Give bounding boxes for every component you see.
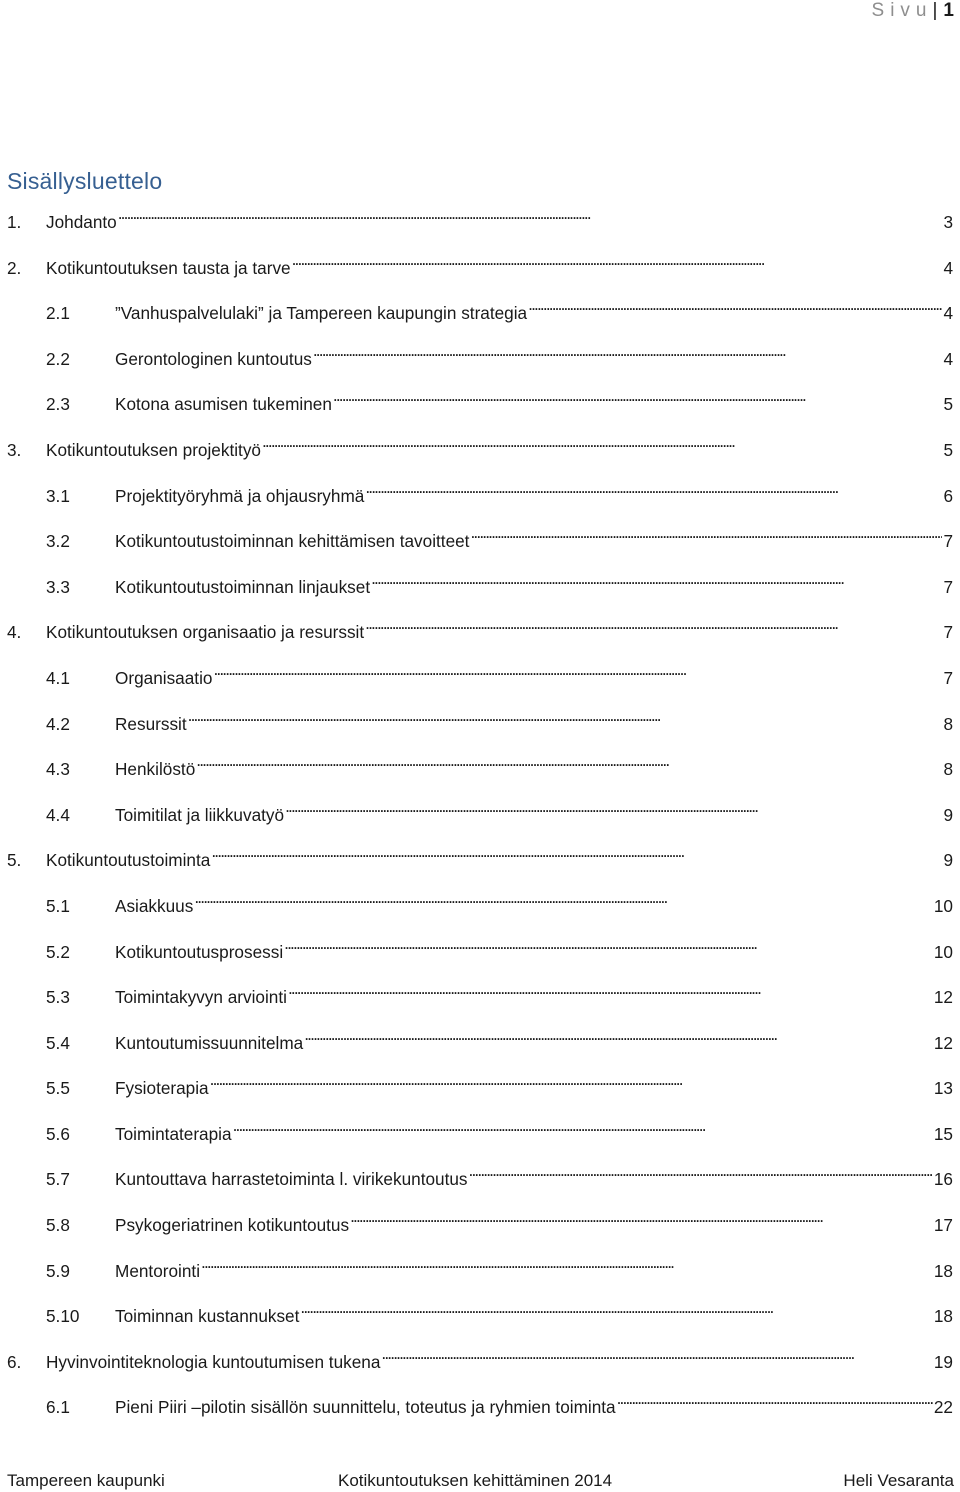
- toc-entry-line: [46, 1248, 953, 1286]
- toc-entry-text[interactable]: Resurssit: [115, 713, 187, 734]
- toc-entry-page[interactable]: 5: [943, 394, 953, 415]
- toc-entry[interactable]: [0, 245, 960, 291]
- toc-entry-line: [46, 655, 953, 693]
- toc-entry[interactable]: [0, 1020, 960, 1066]
- toc-entry-line: [7, 1339, 953, 1377]
- toc-entry[interactable]: [0, 518, 960, 564]
- toc-entry-page[interactable]: 3: [943, 212, 953, 232]
- toc-entry-text[interactable]: Toiminnan kustannukset: [115, 1306, 300, 1327]
- toc-entry-page[interactable]: 7: [943, 622, 953, 643]
- toc-entry[interactable]: [0, 427, 960, 473]
- toc-entry-line: [7, 837, 953, 875]
- toc-entry[interactable]: [0, 929, 960, 975]
- toc-dot-leader: [210, 1065, 933, 1094]
- toc-entry-number: 5.1: [46, 895, 70, 916]
- toc-entry[interactable]: [0, 655, 960, 701]
- toc-entry[interactable]: [0, 1111, 960, 1157]
- page-separator: |: [932, 0, 938, 21]
- toc-entry-number: 5.10: [46, 1306, 80, 1327]
- toc-entry-text[interactable]: Kuntoutumissuunnitelma: [115, 1032, 304, 1053]
- toc-entry-number: 4.: [7, 622, 22, 643]
- toc-entry-line: [46, 381, 953, 419]
- toc-entry-text[interactable]: Mentorointi: [115, 1260, 201, 1281]
- toc-dot-leader: [211, 837, 942, 866]
- toc-entry-text[interactable]: Kotikuntoutustoiminnan kehittämisen tavoitteet: [115, 531, 470, 552]
- toc-entry-page[interactable]: 6: [943, 485, 953, 506]
- toc-entry-text[interactable]: Kotikuntoutustoiminta: [46, 850, 211, 871]
- toc-entry-line: [46, 1156, 953, 1194]
- toc-entry-number: 1.: [7, 212, 22, 232]
- toc-entry-number: 2.1: [46, 303, 70, 324]
- toc-entry-page[interactable]: 8: [943, 759, 953, 780]
- toc-entry[interactable]: [0, 290, 960, 336]
- toc-entry-text[interactable]: Kotikuntoutustoiminnan linjaukset: [115, 576, 371, 597]
- toc-entry-number: 5.9: [46, 1260, 70, 1281]
- toc-entry[interactable]: [0, 1248, 960, 1294]
- toc-entry-text[interactable]: Kuntouttava harrastetoiminta l. virikekuntoutus: [115, 1169, 468, 1190]
- toc-entry[interactable]: [0, 336, 960, 382]
- toc-entry-text[interactable]: Henkilöstö: [115, 759, 196, 780]
- toc-entry-number: 2.: [7, 257, 22, 278]
- toc-dot-leader: [118, 199, 943, 228]
- toc-entry-number: 5.7: [46, 1169, 70, 1190]
- toc-entry-line: [46, 290, 953, 328]
- toc-entry-line: [46, 746, 953, 784]
- toc-entry-text[interactable]: Kotikuntoutusprosessi: [115, 941, 284, 962]
- toc-entry[interactable]: [0, 1065, 960, 1111]
- toc-dot-leader: [528, 290, 942, 319]
- toc-entry-text[interactable]: Kotikuntoutuksen tausta ja tarve: [46, 257, 291, 278]
- toc-entry-page[interactable]: 4: [943, 348, 953, 369]
- toc-dot-leader: [233, 1111, 933, 1140]
- toc-entry-number: 6.: [7, 1351, 22, 1372]
- toc-entry-page[interactable]: 15: [933, 1123, 953, 1144]
- page-number: 1: [943, 0, 954, 21]
- toc-entry-line: [7, 427, 953, 465]
- toc-entry-number: 5.8: [46, 1215, 70, 1236]
- toc-dot-leader: [201, 1248, 933, 1277]
- toc-entry[interactable]: [0, 1202, 960, 1248]
- toc-entry-line: [46, 473, 953, 511]
- toc-entry-line: [46, 1111, 953, 1149]
- toc-entry[interactable]: [0, 381, 960, 427]
- toc-dot-leader: [371, 564, 942, 593]
- toc-entry-page[interactable]: 9: [943, 804, 953, 825]
- toc-entry-number: 5.: [7, 850, 22, 871]
- footer-document-title: Kotikuntoutuksen kehittäminen 2014: [338, 1471, 613, 1490]
- toc-entry-number: 3.: [7, 439, 22, 460]
- toc-dot-leader: [194, 883, 933, 912]
- toc-entry-text[interactable]: Toimintaterapia: [115, 1123, 232, 1144]
- toc-entry-line: [46, 1020, 953, 1058]
- toc-entry[interactable]: [0, 974, 960, 1020]
- toc-entry-page[interactable]: 7: [943, 531, 953, 552]
- toc-dot-leader: [196, 746, 942, 775]
- toc-entry-line: [46, 792, 953, 830]
- toc-entry-line: [7, 199, 953, 237]
- toc-entry-line: [46, 564, 953, 602]
- toc-entry-page[interactable]: 18: [933, 1260, 953, 1281]
- toc-entry-page[interactable]: 19: [933, 1351, 953, 1372]
- toc-entry-line: [46, 974, 953, 1012]
- toc-entry-number: 5.2: [46, 941, 70, 962]
- toc-entry-page[interactable]: 4: [943, 257, 953, 278]
- toc-entry-number: 2.3: [46, 394, 70, 415]
- toc-entry-text[interactable]: Kotikuntoutuksen organisaatio ja resurssit: [46, 622, 365, 643]
- toc-dot-leader: [292, 245, 943, 274]
- toc-entry-number: 3.1: [46, 485, 70, 506]
- toc-entry-number: 4.4: [46, 804, 70, 825]
- toc-dot-leader: [365, 473, 942, 502]
- toc-entry-page[interactable]: 8: [943, 713, 953, 734]
- toc-entry-page[interactable]: 17: [933, 1215, 953, 1236]
- toc-entry-number: 5.6: [46, 1123, 70, 1144]
- toc-dot-leader: [350, 1202, 933, 1231]
- toc-entry-text[interactable]: Asiakkuus: [115, 895, 194, 916]
- toc-entry-number: 5.5: [46, 1078, 70, 1099]
- toc-entry-page[interactable]: 16: [933, 1169, 953, 1190]
- toc-entry-text[interactable]: Fysioterapia: [115, 1078, 209, 1099]
- toc-entry-line: [46, 883, 953, 921]
- toc-entry-text[interactable]: Toimintakyvyn arviointi: [115, 987, 287, 1008]
- toc-dot-leader: [381, 1339, 932, 1368]
- toc-dot-leader: [188, 701, 943, 730]
- toc-entry-page[interactable]: 5: [943, 439, 953, 460]
- toc-entry-number: 4.1: [46, 667, 70, 688]
- page-footer: [7, 1470, 954, 1492]
- toc-entry-page[interactable]: 10: [933, 895, 953, 916]
- toc-entry-text[interactable]: Projektityöryhmä ja ohjausryhmä: [115, 485, 365, 506]
- toc-dot-leader: [288, 974, 933, 1003]
- toc-entry-line: [7, 245, 953, 283]
- toc-entry-text[interactable]: Kotikuntoutuksen projektityö: [46, 439, 261, 460]
- toc-entry-number: 4.3: [46, 759, 70, 780]
- toc-entry-text[interactable]: Johdanto: [46, 212, 117, 232]
- toc-entry-line: [46, 1202, 953, 1240]
- toc-entry-line: [46, 929, 953, 967]
- toc-entry-page[interactable]: 12: [933, 987, 953, 1008]
- toc-entry-line: [46, 1293, 953, 1331]
- toc-entry-page[interactable]: 4: [943, 303, 953, 324]
- toc-entry-number: 3.2: [46, 531, 70, 552]
- toc-entry-page[interactable]: 18: [933, 1306, 953, 1327]
- toc-entry[interactable]: [0, 701, 960, 747]
- toc-dot-leader: [304, 1020, 933, 1049]
- toc-entry-text[interactable]: Gerontologinen kuntoutus: [115, 348, 312, 369]
- toc-entry-text[interactable]: ”Vanhuspalvelulaki” ja Tampereen kaupungin strategia: [115, 303, 528, 324]
- toc-dot-leader: [213, 655, 942, 684]
- toc-dot-leader: [262, 427, 942, 456]
- toc-entry[interactable]: [0, 1293, 960, 1339]
- toc-entry-text[interactable]: Psykogeriatrinen kotikuntoutus: [115, 1215, 350, 1236]
- toc-entry-page[interactable]: 22: [933, 1397, 953, 1418]
- toc-dot-leader: [617, 1384, 933, 1413]
- toc-entry[interactable]: [0, 883, 960, 929]
- toc-entry-number: 6.1: [46, 1397, 70, 1418]
- toc-entry[interactable]: [0, 837, 960, 883]
- toc-entry-page[interactable]: 7: [943, 667, 953, 688]
- page-label: Sivu: [871, 0, 933, 21]
- toc-entry[interactable]: [0, 746, 960, 792]
- toc-entry-page[interactable]: 7: [943, 576, 953, 597]
- toc-entry-text[interactable]: Organisaatio: [115, 667, 213, 688]
- footer-author: Heli Vesaranta: [843, 1471, 954, 1490]
- toc-entry-line: [46, 336, 953, 374]
- toc-entry[interactable]: [0, 1156, 960, 1202]
- toc-entry-line: [46, 518, 953, 556]
- toc-entry-text[interactable]: Toimitilat ja liikkuvatyö: [115, 804, 285, 825]
- toc-entry-number: 5.4: [46, 1032, 70, 1053]
- toc-entry-number: 5.3: [46, 987, 70, 1008]
- toc-dot-leader: [470, 518, 942, 547]
- toc-dot-leader: [469, 1156, 933, 1185]
- toc-entry[interactable]: [0, 609, 960, 655]
- toc-entry-number: 4.2: [46, 713, 70, 734]
- toc-entry-line: [46, 701, 953, 739]
- toc-entry-line: [46, 1065, 953, 1103]
- toc-dot-leader: [313, 336, 943, 365]
- toc-entry-page[interactable]: 9: [943, 850, 953, 871]
- toc-entry-text[interactable]: Kotona asumisen tukeminen: [115, 394, 332, 415]
- toc-entry-number: 2.2: [46, 348, 70, 369]
- toc-dot-leader: [284, 929, 933, 958]
- toc-dot-leader: [333, 381, 943, 410]
- toc-entry-text[interactable]: Pieni Piiri –pilotin sisällön suunnittelu, toteutus ja ryhmien toiminta: [115, 1397, 616, 1418]
- toc-entry-line: [7, 609, 953, 647]
- toc-entry-number: 3.3: [46, 576, 70, 597]
- toc-title: Sisällysluettelo: [7, 168, 163, 194]
- toc-entry-page[interactable]: 10: [933, 941, 953, 962]
- toc-dot-leader: [365, 609, 942, 638]
- toc-entry[interactable]: [0, 1384, 960, 1430]
- toc-entry-text[interactable]: Hyvinvointiteknologia kuntoutumisen tukena: [46, 1351, 381, 1372]
- toc-entry-line: [46, 1384, 953, 1422]
- toc-entry[interactable]: [0, 792, 960, 838]
- toc-entry-page[interactable]: 12: [933, 1032, 953, 1053]
- toc-dot-leader: [285, 792, 942, 821]
- toc-entry-page[interactable]: 13: [933, 1078, 953, 1099]
- toc-entry[interactable]: [0, 564, 960, 610]
- page-header: [872, 0, 954, 22]
- toc-dot-leader: [300, 1293, 932, 1322]
- toc-entry[interactable]: [0, 473, 960, 519]
- table-of-contents: [0, 199, 960, 1430]
- toc-entry[interactable]: [0, 1339, 960, 1385]
- toc-entry[interactable]: [0, 199, 960, 245]
- footer-organization: Tampereen kaupunki: [7, 1471, 165, 1490]
